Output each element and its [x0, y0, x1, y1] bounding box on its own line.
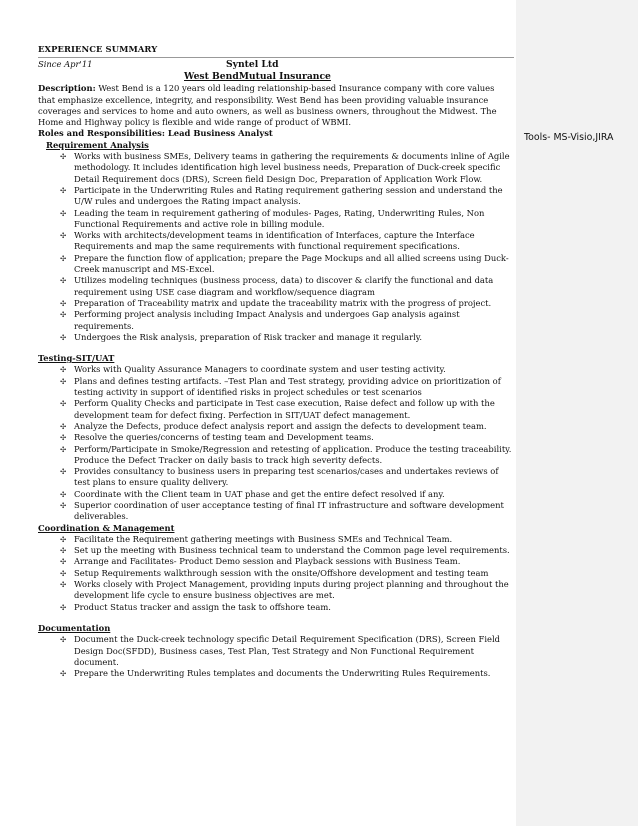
tools-note: Tools- MS-Visio,JIRA: [524, 132, 614, 143]
list-item-text: Set up the meeting with Business technical team to understand the Common page level requirements.: [74, 545, 510, 556]
list-item: [38, 489, 514, 500]
list-item-text: Performing project analysis including Impact Analysis and undergoes Gap analysis against requirements.: [74, 309, 460, 331]
list-item: [38, 534, 514, 545]
list-item: [38, 151, 514, 185]
list-item-text: Facilitate the Requirement gathering meetings with Business SMEs and Technical Team.: [74, 533, 453, 544]
roles-heading: Roles and Responsibilities: Lead Business Analyst: [38, 128, 273, 139]
bullet-icon: ✣: [60, 669, 67, 679]
list-item-text: Works with architects/development teams in identification of Interfaces, capture the Interface Requirements and map the same requirements with functional requirement specifications.: [74, 230, 475, 252]
project-description: [38, 83, 514, 128]
list-item: [38, 253, 514, 276]
bullet-icon: ✣: [60, 376, 67, 386]
job-header-row: [38, 59, 514, 71]
description-label: Description:: [38, 83, 96, 94]
list-item-text: Undergoes the Risk analysis, preparation of Risk tracker and manage it regularly.: [74, 331, 423, 342]
bullet-icon: ✣: [60, 399, 67, 409]
bullet-icon: ✣: [60, 580, 67, 590]
bullet-icon: ✣: [60, 500, 67, 510]
list-item: [38, 466, 514, 489]
bullet-icon: ✣: [60, 467, 67, 477]
bullet-icon: ✣: [60, 253, 67, 263]
list-item-text: Preparation of Traceability matrix and update the traceability matrix with the progress of project.: [74, 297, 492, 308]
list-item: [38, 185, 514, 208]
bullet-icon: ✣: [60, 444, 67, 454]
coordination-heading: Coordination & Management: [38, 522, 175, 533]
bullet-icon: ✣: [60, 185, 67, 195]
testing-list: [38, 364, 514, 522]
list-item: [38, 421, 514, 432]
bullet-icon: ✣: [60, 332, 67, 342]
bullet-icon: ✣: [60, 568, 67, 578]
list-item-text: Prepare the function flow of application; prepare the Page Mockups and all allied screens using Duck-Creek manuscript and MS-Excel.: [74, 252, 509, 275]
list-item-text: Works closely with Project Management, providing inputs during project planning and throughout the development life cycle to ensure business objectives are met.: [74, 579, 509, 601]
list-item-text: Document the Duck-creek technology specific Detail Requirement Specification (DRS), Screen Field Design Doc(SFDD), Business cases, Test Plan, Test Strategy and Non Functional Requirement document.: [74, 634, 501, 667]
list-item-text: Resolve the queries/concerns of testing team and Development teams.: [74, 432, 374, 443]
description-text: West Bend is a 120 years old leading relationship-based Insurance company with core values that emphasize excellence, integrity, and responsibility. West Bend has been providing valuable insurance coverages and services to home and auto owners, as well as business owners, throughout the Midwest. The Home and Highway policy is flexible and wide range of product of WBMI.: [38, 83, 497, 128]
list-item-text: Prepare the Underwriting Rules templates and documents the Underwriting Rules Requirements.: [74, 668, 491, 679]
list-item-text: Setup Requirements walkthrough session with the onsite/Offshore development and testing team: [74, 567, 489, 578]
list-item-text: Coordinate with the Client team in UAT phase and get the entire defect resolved if any.: [74, 488, 445, 499]
list-item-text: Works with Quality Assurance Managers to coordinate system and user testing activity.: [74, 364, 446, 375]
list-item: [38, 376, 514, 399]
bullet-icon: ✣: [60, 557, 67, 567]
bullet-icon: ✣: [60, 365, 67, 375]
list-item-text: Utilizes modeling techniques (business process, data) to discover & clarify the functional and data requirement using USE case diagram and workflow/sequence diagram: [74, 275, 494, 297]
bullet-icon: ✣: [60, 546, 67, 556]
list-item: [38, 398, 514, 421]
list-item: [38, 364, 514, 375]
list-item-text: Arrange and Facilitates- Product Demo session and Playback sessions with Business Team.: [74, 556, 461, 567]
list-item: [38, 579, 514, 602]
list-item: [38, 298, 514, 309]
list-item-text: Plans and defines testing artifacts. –Test Plan and Test strategy, providing advice on prioritization of testing activity in support of identified risks in project schedules or test scenarios: [74, 375, 501, 398]
list-item: [38, 668, 514, 679]
bullet-icon: ✣: [60, 298, 67, 308]
documentation-list: [38, 634, 514, 679]
bullet-icon: ✣: [60, 152, 67, 162]
list-item: [38, 556, 514, 567]
list-item: [38, 634, 514, 668]
comment-sidebar: [516, 0, 638, 826]
coordination-list: [38, 534, 514, 613]
list-item-text: Works with business SMEs, Delivery teams in gathering the requirements & documents inline of Agile methodology. It includes identification high level business needs, Preparation of Duck-creek specific Detail Requirement docs (DRS), Screen field Design Doc, Preparation of Application Work Flow.: [74, 151, 510, 184]
list-item: [38, 500, 514, 523]
list-item: [38, 432, 514, 443]
list-item-text: Product Status tracker and assign the task to offshore team.: [74, 601, 331, 612]
bullet-icon: ✣: [60, 208, 67, 218]
list-item: [38, 275, 514, 298]
list-item: [38, 545, 514, 556]
list-item: [38, 230, 514, 253]
list-item-text: Analyze the Defects, produce defect analysis report and assign the defects to development team.: [74, 420, 487, 431]
client-name: West BendMutual Insurance: [184, 71, 331, 83]
list-item: [38, 332, 514, 343]
requirement-analysis-heading: Requirement Analysis: [46, 139, 149, 150]
experience-section: [38, 44, 514, 679]
list-item-text: Leading the team in requirement gathering of modules- Pages, Rating, Underwriting Rules, Non Functional Requirements and active role in billing module.: [74, 207, 485, 229]
experience-summary-heading: EXPERIENCE SUMMARY: [38, 44, 158, 54]
list-item-text: Participate in the Underwriting Rules and Rating requirement gathering session and understand the U/W rules and undergoes the Rating impact analysis.: [74, 184, 503, 207]
list-item: [38, 602, 514, 613]
list-item-text: Perform/Participate in Smoke/Regression and retesting of application. Produce the testing traceability. Produce the Defect Tracker on daily basis to track high severity defects.: [74, 443, 512, 465]
list-item-text: Provides consultancy to business users in preparing test scenarios/cases and undertakes reviews of test plans to ensure quality delivery.: [74, 466, 499, 488]
bullet-icon: ✣: [60, 602, 67, 612]
heading-divider: [38, 57, 514, 58]
bullet-icon: ✣: [60, 489, 67, 499]
requirement-analysis-list: [38, 151, 514, 343]
list-item: [38, 208, 514, 231]
list-item-text: Perform Quality Checks and participate in Test case execution, Raise defect and follow up with the development team for defect fixing. Perfection in SIT/UAT defect management.: [74, 398, 495, 420]
list-item: [38, 568, 514, 579]
bullet-icon: ✣: [60, 421, 67, 431]
bullet-icon: ✣: [60, 534, 67, 544]
bullet-icon: ✣: [60, 231, 67, 241]
documentation-heading: Documentation: [38, 622, 111, 633]
bullet-icon: ✣: [60, 433, 67, 443]
bullet-icon: ✣: [60, 276, 67, 286]
bullet-icon: ✣: [60, 310, 67, 320]
company-name: Syntel Ltd: [226, 59, 279, 71]
list-item: [38, 309, 514, 332]
testing-heading: Testing-SIT/UAT: [38, 353, 115, 364]
list-item-text: Superior coordination of user acceptance testing of final IT infrastructure and software development deliverables.: [74, 499, 504, 522]
bullet-icon: ✣: [60, 635, 67, 645]
since-date: Since Apr'11: [38, 59, 93, 70]
list-item: [38, 444, 514, 467]
